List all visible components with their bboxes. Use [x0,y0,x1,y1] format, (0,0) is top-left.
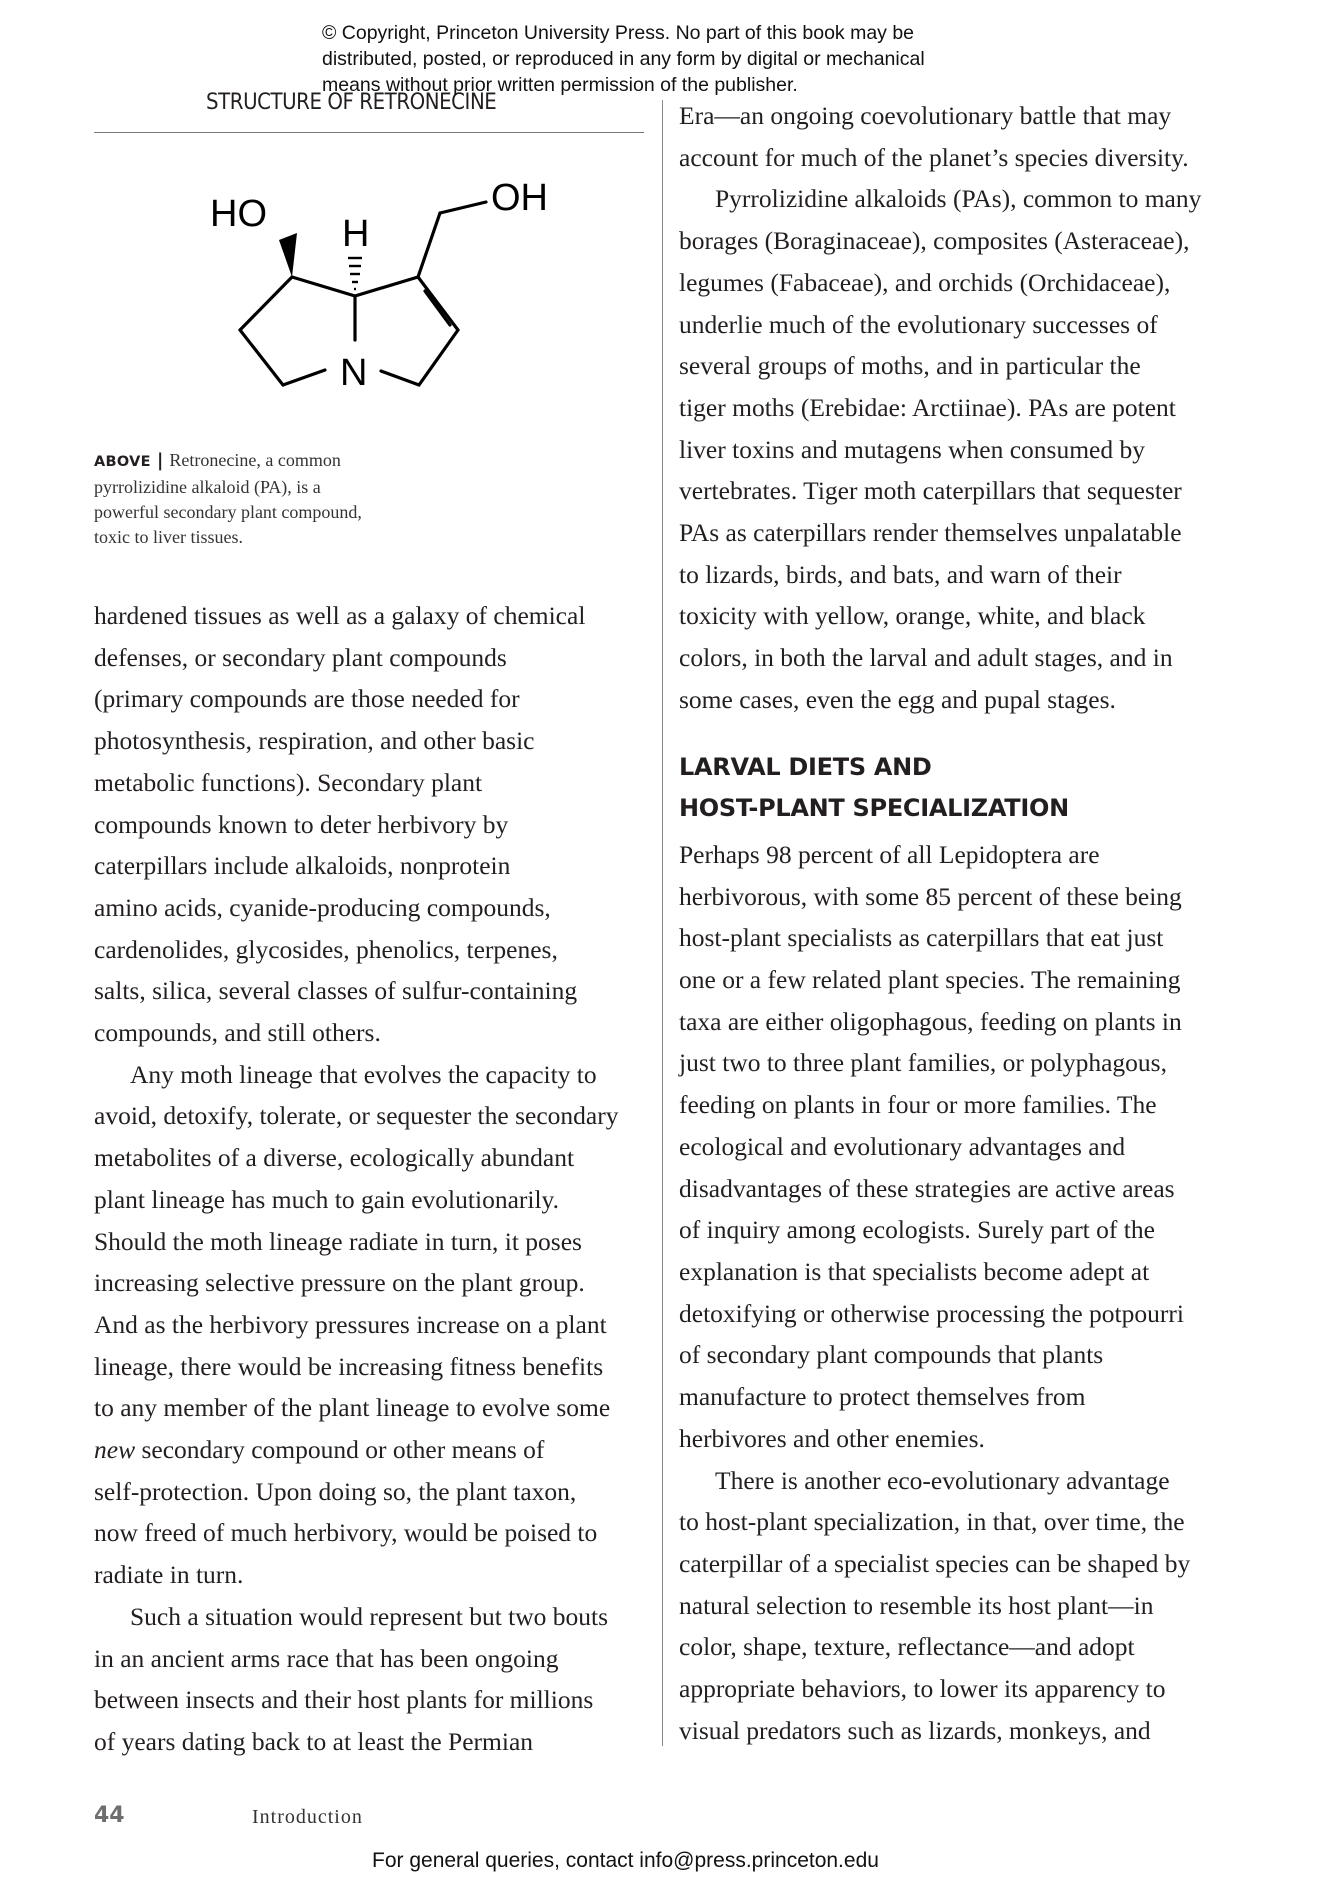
right-column [679,95,1249,1751]
caption-separator: | [156,450,164,471]
bond [283,370,325,385]
text-line: cardenolides, glycosides, phenolics, terpenes, [94,934,558,964]
text-line: account for much of the planet’s species diversity. [679,142,1189,172]
text-line: caterpillar of a specialist species can be shaped by [679,1548,1191,1578]
text-line: borages (Boraginaceae), composites (Asteraceae), [679,226,1190,256]
text-line: several groups of moths, and in particular the [679,351,1141,381]
text-line: radiate in turn. [94,1560,244,1590]
bond [240,277,292,330]
bond [418,277,458,330]
bond [418,213,440,277]
atom-label-ho: HO [210,193,267,235]
text-line: increasing selective pressure on the plant group. [94,1268,585,1298]
text-line: now freed of much herbivory, would be poised to [94,1518,598,1548]
text-line: manufacture to protect themselves from [679,1382,1086,1412]
atom-label-oh: OH [491,177,548,219]
text-line: photosynthesis, respiration, and other basic [94,726,535,756]
text-line: There is another eco-evolutionary advantage [715,1465,1170,1495]
atom-label-h: H [342,213,370,255]
text-line: amino acids, cyanide-producing compounds, [94,892,551,922]
paragraph [94,1596,654,1763]
text-line: disadvantages of these strategies are active areas [679,1173,1175,1203]
text-line: underlie much of the evolutionary successes of [679,309,1158,339]
text-line: taxa are either oligophagous, feeding on plants in [679,1006,1182,1036]
text-line: herbivores and other enemies. [679,1423,985,1453]
text-line: self-protection. Upon doing so, the plant taxon, [94,1476,577,1506]
left-column [94,595,654,1763]
retronecine-structure-diagram [200,160,560,395]
text-line: to any member of the plant lineage to evolve some [94,1393,611,1423]
figure-title-rule [94,132,644,133]
text-line: tiger moths (Erebidae: Arctiinae). PAs are potent [679,392,1176,422]
hashed-bond [348,258,362,289]
text-line: And as the herbivory pressures increase on a plant [94,1309,607,1339]
text-line: visual predators such as lizards, monkeys, and [679,1715,1151,1745]
text-line: of secondary plant compounds that plants [679,1340,1104,1370]
text-line: lineage, there would be increasing fitness benefits [94,1351,604,1381]
text-line: explanation is that specialists become adept at [679,1256,1150,1286]
caption-text: Retronecine, a common [169,450,341,470]
heading-line: HOST-PLANT SPECIALIZATION [679,794,1069,823]
caption-lead: ABOVE [94,454,151,470]
text-line: Any moth lineage that evolves the capacity to [130,1059,597,1089]
section-heading [679,747,1249,830]
contact-notice: For general queries, contact info@press.princeton.edu [372,1849,879,1872]
bond [381,371,419,385]
text-line: caterpillars include alkaloids, nonprotein [94,851,511,881]
text-line: Perhaps 98 percent of all Lepidoptera are [679,839,1100,869]
paragraph [94,595,654,1054]
paragraph [679,178,1249,720]
text-line: compounds, and still others. [94,1018,381,1048]
text-line: just two to three plant families, or polyphagous, [679,1048,1167,1078]
text-line: salts, silica, several classes of sulfur-containing [94,976,578,1006]
text-line: toxicity with yellow, orange, white, and black [679,601,1146,631]
double-bond [425,291,450,325]
text-line: Such a situation would represent but two bouts [130,1601,609,1631]
caption-line: toxic to liver tissues. [94,527,243,547]
text-line: metabolites of a diverse, ecologically abundant [94,1143,575,1173]
caption-line [94,448,434,475]
text-line: colors, in both the larval and adult stages, and in [679,643,1173,673]
text-line: vertebrates. Tiger moth caterpillars that sequester [679,476,1182,506]
bond [419,330,458,385]
running-head: Introduction [252,1806,363,1828]
text-line: between insects and their host plants for millions [94,1685,594,1715]
paragraph [679,95,1249,178]
copyright-line: distributed, posted, or reproduced in any form by digital or mechanical [322,48,925,70]
caption-line: powerful secondary plant compound, [94,502,362,522]
wedge-bond [279,233,297,277]
text-line: some cases, even the egg and pupal stages. [679,684,1116,714]
text-line: PAs as caterpillars render themselves unpalatable [679,518,1182,548]
bond [355,277,418,296]
caption-line: pyrrolizidine alkaloid (PA), is a [94,477,321,497]
text-line: liver toxins and mutagens when consumed by [679,434,1145,464]
text-line: of inquiry among ecologists. Surely part of the [679,1215,1155,1245]
text-line: to host-plant specialization, in that, over time, the [679,1507,1185,1537]
text-line: hardened tissues as well as a galaxy of chemical [94,601,586,630]
text-line: ecological and evolutionary advantages and [679,1131,1126,1161]
page-number: 44 [94,1803,125,1828]
text-line: compounds known to deter herbivory by [94,809,509,839]
paragraph [679,834,1249,1460]
text-line: to lizards, birds, and bats, and warn of their [679,559,1122,589]
text-line: color, shape, texture, reflectance—and adopt [679,1632,1135,1662]
text-line: in an ancient arms race that has been ongoing [94,1643,559,1673]
column-divider [662,100,663,1746]
bond [292,277,355,296]
text-line: (primary compounds are those needed for [94,684,520,714]
paragraph [679,1460,1249,1752]
text-line: plant lineage has much to gain evolutionarily. [94,1184,560,1214]
text-line: Pyrrolizidine alkaloids (PAs), common to many [715,184,1202,214]
text-line: appropriate behaviors, to lower its apparency to [679,1674,1166,1704]
copyright-line: means without prior written permission of the publisher. [322,74,798,96]
text-line: of years dating back to at least the Permian [94,1726,534,1756]
figure-caption [94,448,434,550]
text-line: one or a few related plant species. The remaining [679,965,1181,995]
text-line: avoid, detoxify, tolerate, or sequester the secondary [94,1101,619,1131]
text-line: legumes (Fabaceae), and orchids (Orchidaceae), [679,267,1171,297]
text-line: feeding on plants in four or more families. The [679,1090,1157,1120]
emphasis-new: new [94,1435,136,1465]
text-line: natural selection to resemble its host plant—in [679,1590,1154,1620]
heading-line: LARVAL DIETS AND [679,752,932,781]
atom-label-n: N [340,352,368,394]
paragraph [94,1054,654,1596]
text-line [94,1429,654,1471]
text-fragment: secondary compound or other means of [135,1435,545,1465]
text-line: defenses, or secondary plant compounds [94,642,507,672]
text-line: detoxifying or otherwise processing the potpourri [679,1298,1184,1328]
text-line: metabolic functions). Secondary plant [94,767,483,797]
text-line: Should the moth lineage radiate in turn, it poses [94,1226,582,1256]
copyright-line: © Copyright, Princeton University Press. No part of this book may be [322,22,915,44]
copyright-notice [322,20,1042,98]
text-line: herbivorous, with some 85 percent of these being [679,881,1182,911]
bond [240,330,283,385]
figure-title: STRUCTURE OF RETRONECINE [206,90,497,115]
bond [440,202,486,213]
text-line: host-plant specialists as caterpillars that eat just [679,923,1164,953]
text-line: Era—an ongoing coevolutionary battle that may [679,101,1172,130]
